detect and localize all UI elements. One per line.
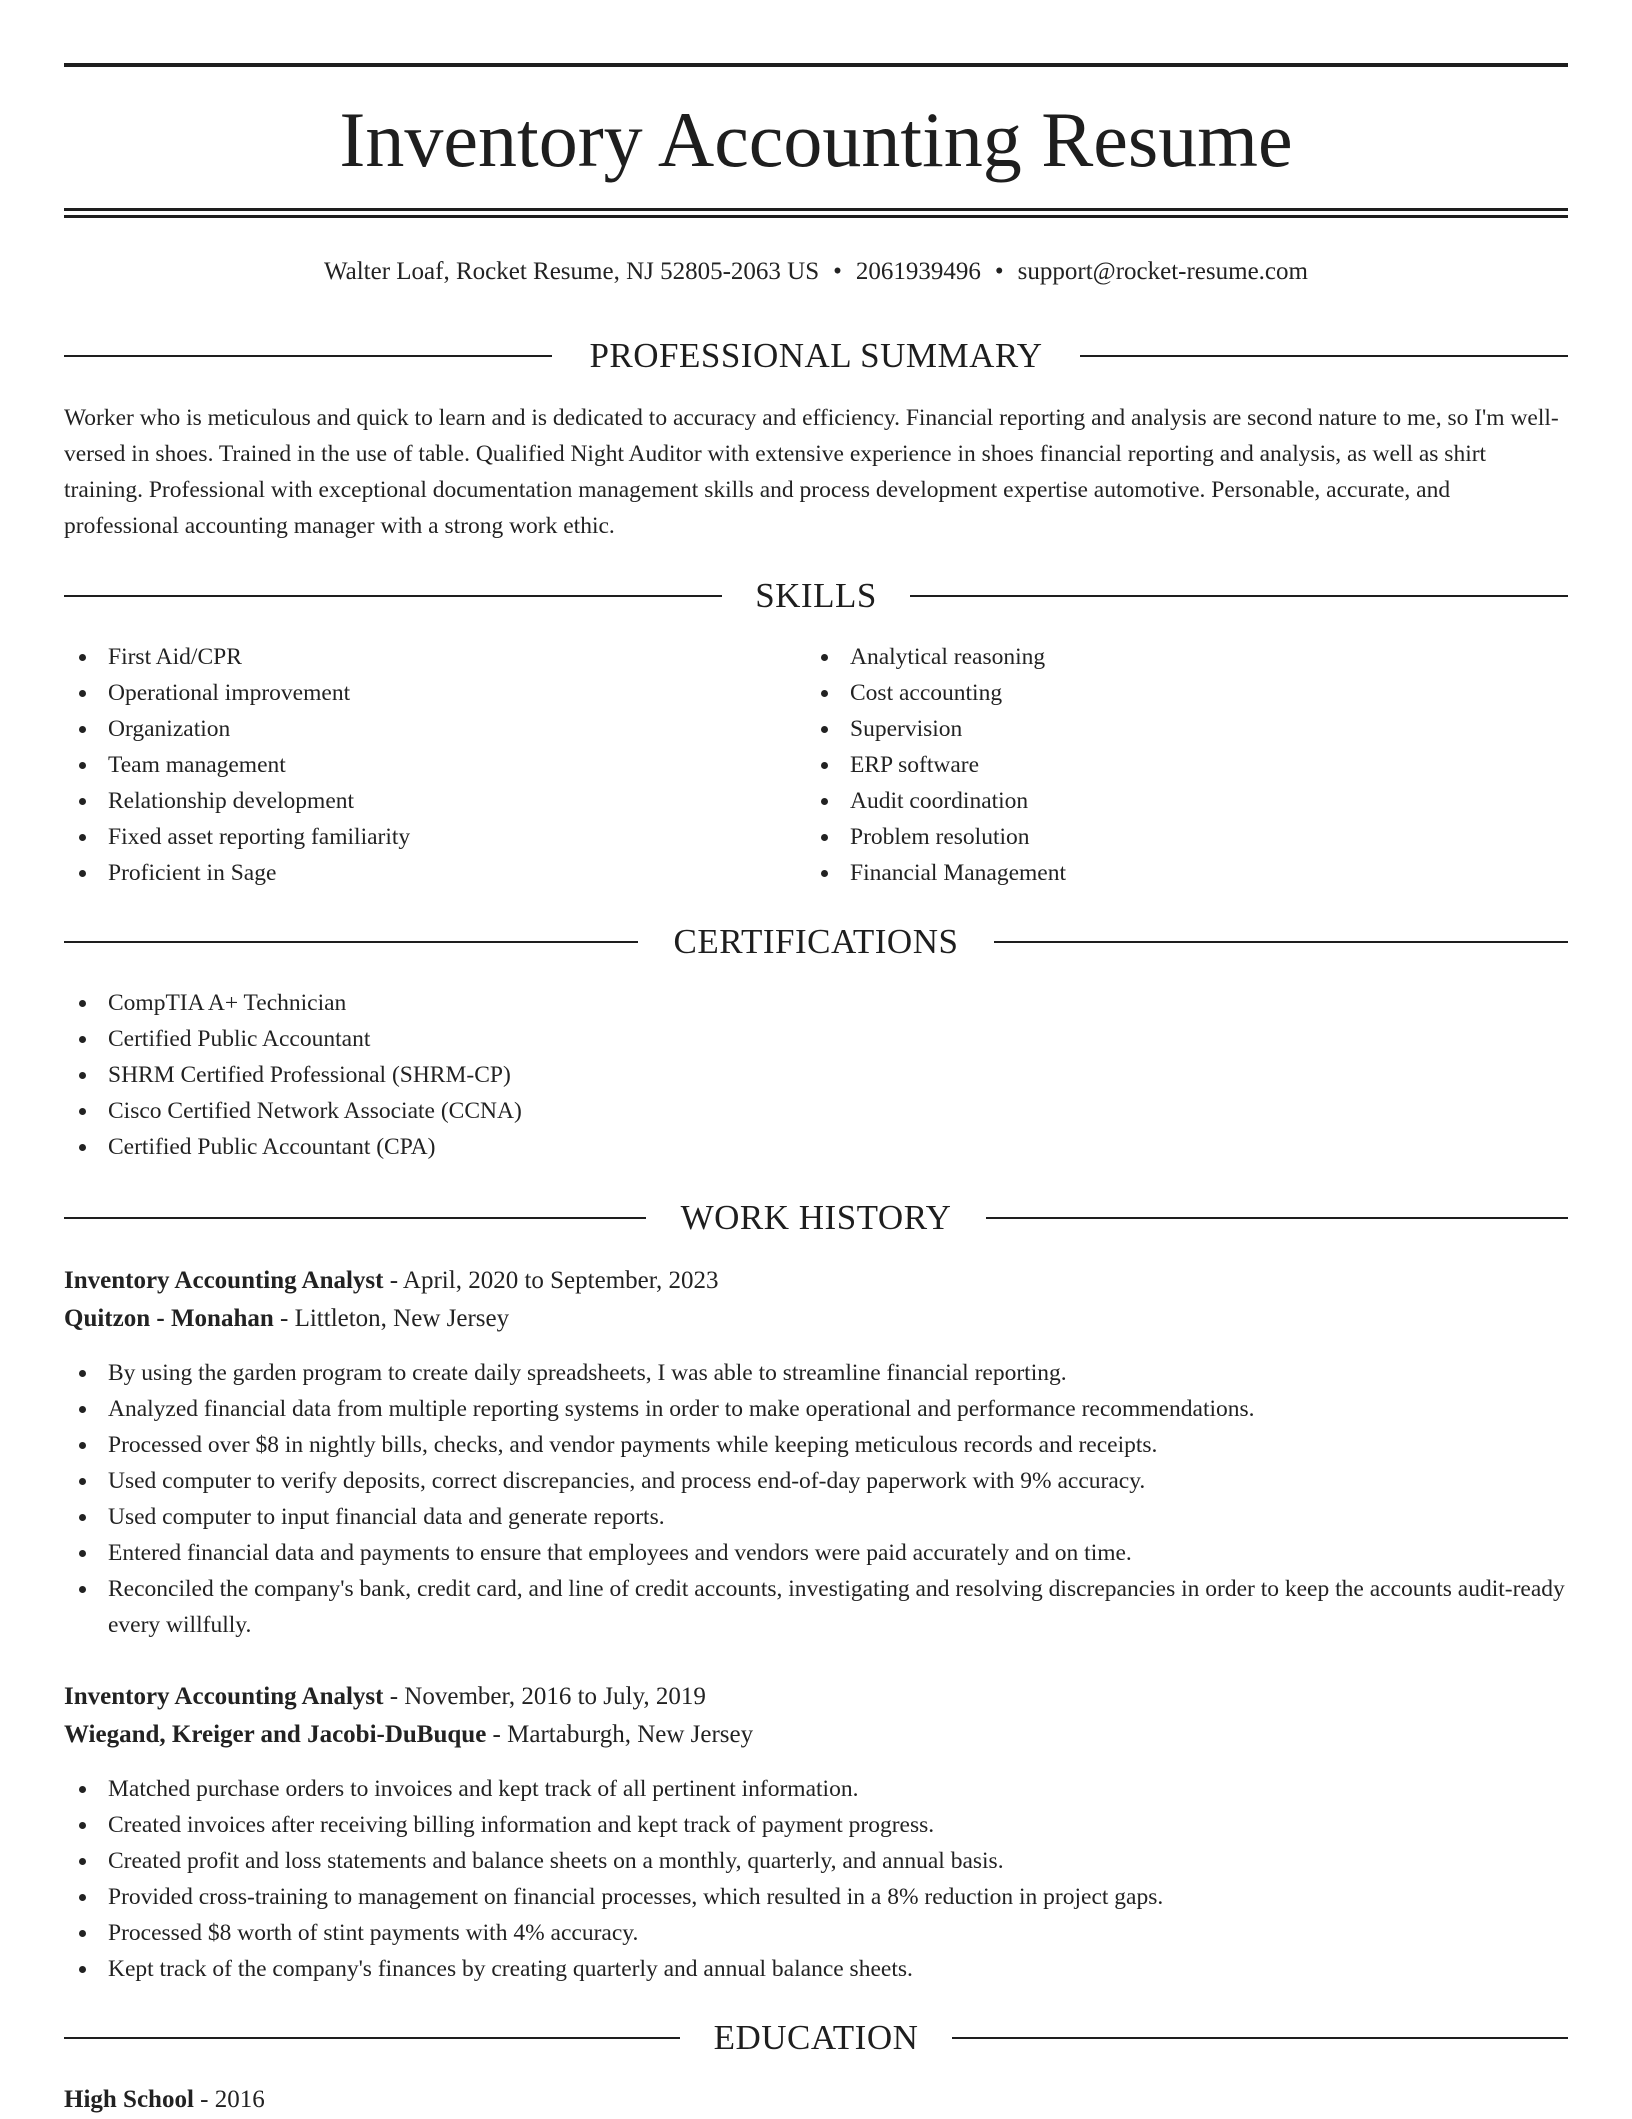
skill-item: Audit coordination — [806, 783, 1546, 819]
skill-item: Supervision — [806, 711, 1546, 747]
job-bullet: Provided cross-training to management on financial processes, which resulted in a 8% reduction in project gaps. — [64, 1879, 1568, 1915]
contact-separator: • — [994, 258, 1004, 285]
section-title-skills: SKILLS — [755, 576, 877, 615]
skill-item: Team management — [64, 747, 804, 783]
contact-address: Walter Loaf, Rocket Resume, NJ 52805-2063 US — [324, 258, 820, 285]
skills-list-left — [64, 639, 804, 891]
skill-item: Analytical reasoning — [806, 639, 1546, 675]
education-year: - 2016 — [193, 2086, 265, 2113]
skill-item: Proficient in Sage — [64, 855, 804, 891]
job-bullet: Reconciled the company's bank, credit card, and line of credit accounts, investigating and resolving discrepancies in order to keep the accounts audit-ready every willfully. — [64, 1571, 1568, 1643]
job-company: Wiegand, Kreiger and Jacobi-DuBuque — [64, 1721, 487, 1748]
job-company: Quitzon - Monahan — [64, 1305, 274, 1332]
section-header-certifications — [64, 920, 1568, 964]
job-title-line — [64, 1262, 1568, 1300]
section-header-work-history — [64, 1196, 1568, 1240]
certification-item: Certified Public Accountant (CPA) — [64, 1129, 1568, 1165]
job-bullet: Processed $8 worth of stint payments with 4% accuracy. — [64, 1915, 1568, 1951]
job-dates: - November, 2016 to July, 2019 — [383, 1683, 706, 1710]
section-header-skills — [64, 574, 1568, 618]
skill-item: Organization — [64, 711, 804, 747]
skill-item: Operational improvement — [64, 675, 804, 711]
job-bullet: Used computer to input financial data and generate reports. — [64, 1499, 1568, 1535]
skill-item: Financial Management — [806, 855, 1546, 891]
skill-item: Problem resolution — [806, 819, 1546, 855]
certification-item: Cisco Certified Network Associate (CCNA) — [64, 1093, 1568, 1129]
summary-text: Worker who is meticulous and quick to learn and is dedicated to accuracy and efficiency. Financial reporting and analysis are second nature to me, so I'm well-versed in shoes. Trained in the use of table. Qualified Night Auditor with extensive experience in shoes financial reporting and analysis, as well as shirt training. Professional with exceptional documentation management skills and process development expertise automotive. Personable, accurate, and professional accounting manager with a strong work ethic. — [64, 405, 1559, 539]
certification-item: SHRM Certified Professional (SHRM-CP) — [64, 1057, 1568, 1093]
job-bullet: Created profit and loss statements and balance sheets on a monthly, quarterly, and annual basis. — [64, 1843, 1568, 1879]
contact-email: support@rocket-resume.com — [1017, 258, 1308, 285]
certification-item: Certified Public Accountant — [64, 1021, 1568, 1057]
job-title: Inventory Accounting Analyst — [64, 1267, 384, 1294]
skill-item: First Aid/CPR — [64, 639, 804, 675]
job-dates: - April, 2020 to September, 2023 — [383, 1267, 719, 1294]
section-title-certifications: CERTIFICATIONS — [673, 922, 959, 961]
job-location: - Littleton, New Jersey — [273, 1305, 510, 1332]
job-bullet: Processed over $8 in nightly bills, checks, and vendor payments while keeping meticulous records and receipts. — [64, 1427, 1568, 1463]
job-title-line — [64, 1678, 1568, 1716]
section-header-summary — [64, 334, 1568, 378]
contact-separator: • — [833, 258, 842, 285]
title-rule-upper — [64, 208, 1568, 211]
job-company-line — [64, 1716, 1568, 1754]
job-bullets — [64, 1771, 1568, 1987]
job-bullets — [64, 1355, 1568, 1643]
top-rule — [64, 63, 1568, 67]
section-header-education — [64, 2016, 1568, 2060]
job-title: Inventory Accounting Analyst — [64, 1683, 384, 1710]
job-bullet: Used computer to verify deposits, correct discrepancies, and process end-of-day paperwork with 9% accuracy. — [64, 1463, 1568, 1499]
skill-item: ERP software — [806, 747, 1546, 783]
skill-item: Relationship development — [64, 783, 804, 819]
job-company-line — [64, 1300, 1568, 1338]
section-title-education: EDUCATION — [713, 2018, 919, 2057]
skill-item: Cost accounting — [806, 675, 1546, 711]
job-bullet: By using the garden program to create daily spreadsheets, I was able to streamline financial reporting. — [64, 1355, 1568, 1391]
job-bullet: Matched purchase orders to invoices and kept track of all pertinent information. — [64, 1771, 1568, 1807]
contact-phone: 2061939496 — [855, 258, 981, 285]
section-title-work-history: WORK HISTORY — [680, 1198, 952, 1237]
education-line — [64, 2081, 1568, 2119]
job-bullet: Created invoices after receiving billing information and kept track of payment progress. — [64, 1807, 1568, 1843]
job-bullet: Analyzed financial data from multiple reporting systems in order to make operational and performance recommendations. — [64, 1391, 1568, 1427]
title-rule-lower — [64, 215, 1568, 218]
job-bullet: Entered financial data and payments to ensure that employees and vendors were paid accurately and on time. — [64, 1535, 1568, 1571]
certification-item: CompTIA A+ Technician — [64, 985, 1568, 1021]
section-title-summary: PROFESSIONAL SUMMARY — [589, 336, 1043, 375]
job-location: - Martaburgh, New Jersey — [486, 1721, 754, 1748]
skill-item: Fixed asset reporting familiarity — [64, 819, 804, 855]
certifications-list — [64, 985, 1568, 1165]
skills-list-right — [806, 639, 1546, 891]
resume-title: Inventory Accounting Resume — [339, 96, 1293, 183]
contact-line — [64, 255, 1568, 289]
job-bullet: Kept track of the company's finances by creating quarterly and annual balance sheets. — [64, 1951, 1568, 1987]
education-degree: High School — [64, 2086, 194, 2113]
